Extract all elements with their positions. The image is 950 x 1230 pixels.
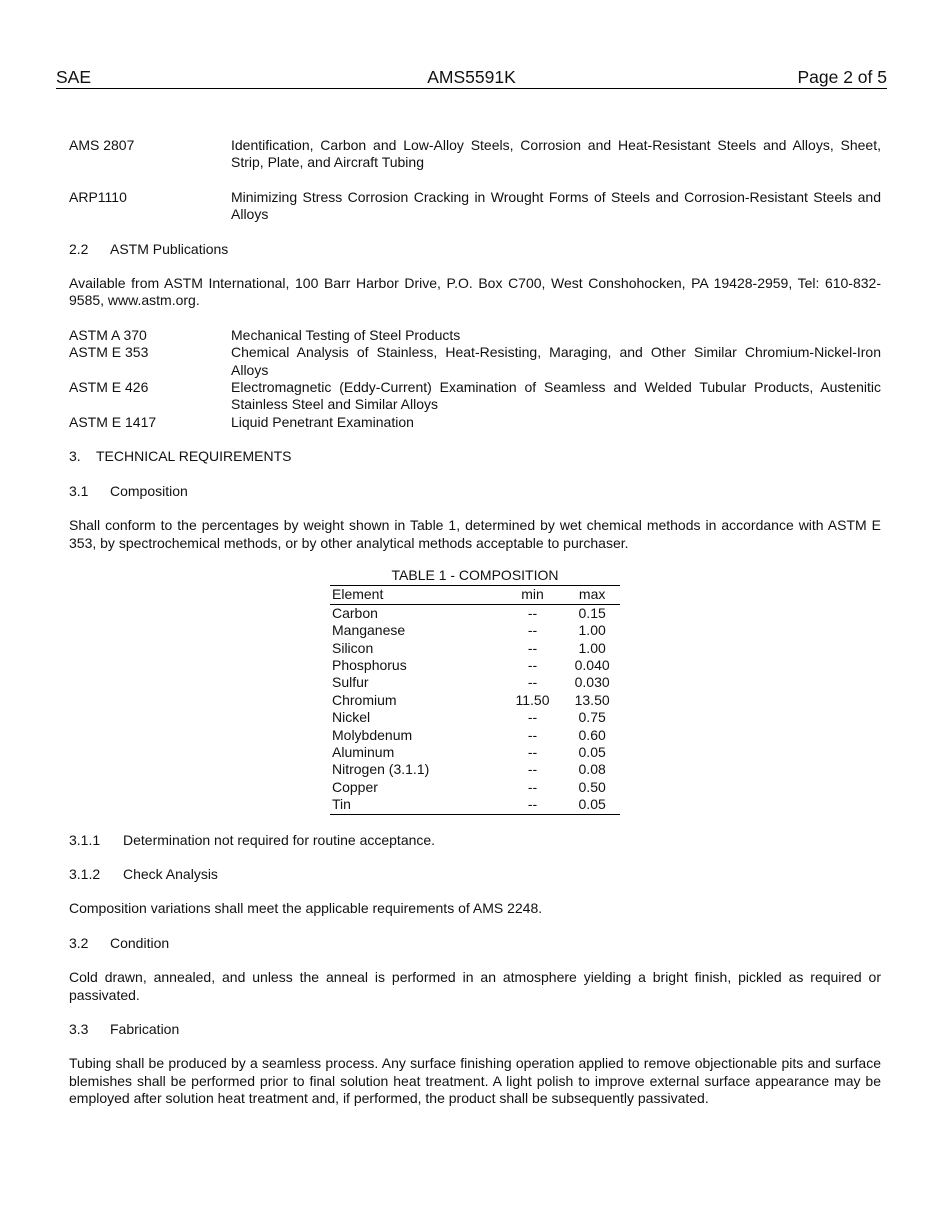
section-heading-3-2 (69, 935, 881, 952)
astm-title: Liquid Penetrant Examination (231, 413, 414, 430)
cell-min: -- (527, 656, 538, 673)
table-body (330, 604, 620, 814)
cell-min: -- (501, 796, 565, 814)
cell-element: Tin (330, 796, 501, 814)
section-title: TECHNICAL REQUIREMENTS (96, 448, 292, 465)
column-header-max: max (564, 586, 620, 604)
section-number: 3.3 (69, 1021, 89, 1038)
cell-min: -- (527, 639, 538, 656)
reference-title: Minimizing Stress Corrosion Cracking in Wrought Forms of Steels and Corrosion-Resistant Steels and Alloys (231, 188, 881, 223)
table-row (330, 674, 620, 691)
section-heading-3-3 (69, 1021, 881, 1038)
section-heading-3-1-2 (69, 866, 881, 883)
section-title: Composition (110, 482, 188, 499)
reference-title: Identification, Carbon and Low-Alloy Steels, Corrosion and Heat-Resistant Steels and Alloys, Sheet, Strip, Plate, and Aircraft Tubing (231, 137, 881, 171)
table-row (330, 657, 620, 674)
column-header-min: min (501, 586, 565, 604)
reference-code: ARP1110 (69, 188, 127, 205)
section-title: Fabrication (110, 1021, 180, 1038)
cell-min: -- (527, 674, 538, 691)
section-title: Condition (110, 934, 170, 951)
astm-reference-item (69, 327, 881, 344)
composition-table-grid (330, 585, 620, 814)
cell-min: 11.50 (515, 691, 550, 708)
cell-element: Copper (332, 778, 378, 795)
cell-max: 1.00 (578, 639, 606, 656)
cell-max: 0.15 (578, 604, 606, 621)
cell-element: Sulfur (332, 674, 369, 691)
section-heading-2-2 (69, 241, 881, 258)
fabrication-paragraph: Tubing shall be produced by a seamless process. Any surface finishing operation applied to remove objectionable pits and surface blemishes shall be performed prior to final solution heat treatment. A light polish to improve external surface appearance may be employed after solution heat treatment and, if performed, the product shall be subsequently passivated. (69, 1055, 881, 1107)
section-heading-3-1 (69, 483, 881, 500)
astm-title: Electromagnetic (Eddy-Current) Examination of Seamless and Welded Tubular Products, Austenitic Stainless Steel and Similar Alloys (231, 379, 881, 413)
table-row (330, 709, 620, 726)
section-number: 3. (69, 448, 81, 465)
astm-reference-item (69, 379, 881, 414)
section-title: Check Analysis (123, 866, 218, 882)
section-heading-3 (69, 448, 881, 465)
composition-paragraph: Shall conform to the percentages by weight shown in Table 1, determined by wet chemical methods in accordance with ASTM E 353, by spectrochemical methods, or by other analytical methods acceptable to purchaser. (69, 517, 881, 551)
cell-min: -- (527, 709, 538, 726)
cell-max: 0.75 (578, 709, 606, 726)
cell-element: Phosphorus (332, 656, 407, 673)
cell-max: 0.05 (578, 743, 606, 760)
table-row (330, 604, 620, 622)
cell-max: 0.60 (578, 726, 606, 743)
table-row (330, 622, 620, 639)
cell-min: -- (527, 743, 538, 760)
section-number: 3.1.2 (69, 866, 101, 882)
table-title: TABLE 1 - COMPOSITION (391, 566, 559, 583)
section-title: Determination not required for routine acceptance. (123, 831, 436, 848)
astm-code: ASTM A 370 (69, 326, 147, 343)
astm-code: ASTM E 426 (69, 379, 149, 396)
header-publisher: SAE (56, 67, 92, 87)
cell-element: Manganese (332, 622, 406, 639)
cell-element: Nickel (332, 709, 371, 726)
astm-reference-item (69, 344, 881, 379)
section-title: ASTM Publications (110, 240, 229, 257)
section-number: 2.2 (69, 240, 89, 257)
table-row (330, 727, 620, 744)
cell-element: Molybdenum (332, 726, 413, 743)
section-number: 3.2 (69, 934, 89, 951)
section-heading-3-1-1 (69, 832, 881, 849)
column-header-element: Element (330, 586, 501, 604)
cell-element: Nitrogen (3.1.1) (332, 761, 430, 778)
cell-max: 0.50 (578, 778, 606, 795)
section-number: 3.1.1 (69, 831, 101, 848)
cell-max: 0.08 (578, 761, 606, 778)
cell-min: -- (527, 761, 538, 778)
cell-min: -- (527, 726, 538, 743)
cell-element: Silicon (332, 639, 374, 656)
astm-availability-paragraph: Available from ASTM International, 100 Barr Harbor Drive, P.O. Box C700, West Conshohocken, PA 19428-2959, Tel: 610-832-9585, www.astm.org. (69, 275, 881, 309)
cell-element: Carbon (332, 604, 378, 621)
check-analysis-paragraph: Composition variations shall meet the applicable requirements of AMS 2248. (69, 900, 543, 917)
astm-title: Chemical Analysis of Stainless, Heat-Resisting, Maraging, and Other Similar Chromium-Nickel-Iron Alloys (231, 344, 881, 378)
cell-max: 13.50 (574, 691, 610, 708)
astm-reference-item (69, 414, 881, 431)
reference-item (69, 189, 881, 224)
page-header (56, 66, 887, 89)
table-row (330, 640, 620, 657)
composition-table (330, 567, 620, 815)
table-row (330, 744, 620, 761)
cell-min: -- (527, 778, 538, 795)
cell-max: 0.05 (564, 796, 620, 814)
cell-max: 1.00 (578, 622, 606, 639)
document-body (69, 137, 881, 1125)
section-number: 3.1 (69, 482, 89, 499)
reference-item (69, 137, 881, 172)
cell-max: 0.030 (574, 674, 610, 691)
table-row (330, 692, 620, 709)
table-row (330, 761, 620, 778)
cell-element: Aluminum (332, 743, 395, 760)
astm-title: Mechanical Testing of Steel Products (231, 326, 461, 343)
cell-min: -- (527, 604, 538, 621)
table-row (330, 796, 620, 814)
header-doc-number: AMS5591K (427, 67, 516, 87)
reference-code: AMS 2807 (69, 137, 135, 153)
table-row (330, 779, 620, 796)
cell-min: -- (527, 622, 538, 639)
astm-code: ASTM E 353 (69, 344, 149, 361)
cell-max: 0.040 (574, 656, 610, 673)
table-header-row (330, 586, 620, 604)
astm-reference-list (69, 327, 881, 431)
cell-element: Chromium (332, 691, 397, 708)
header-page-number: Page 2 of 5 (797, 67, 887, 87)
astm-code: ASTM E 1417 (69, 413, 157, 430)
condition-paragraph: Cold drawn, annealed, and unless the anneal is performed in an atmosphere yielding a bright finish, pickled as required or passivated. (69, 969, 881, 1003)
